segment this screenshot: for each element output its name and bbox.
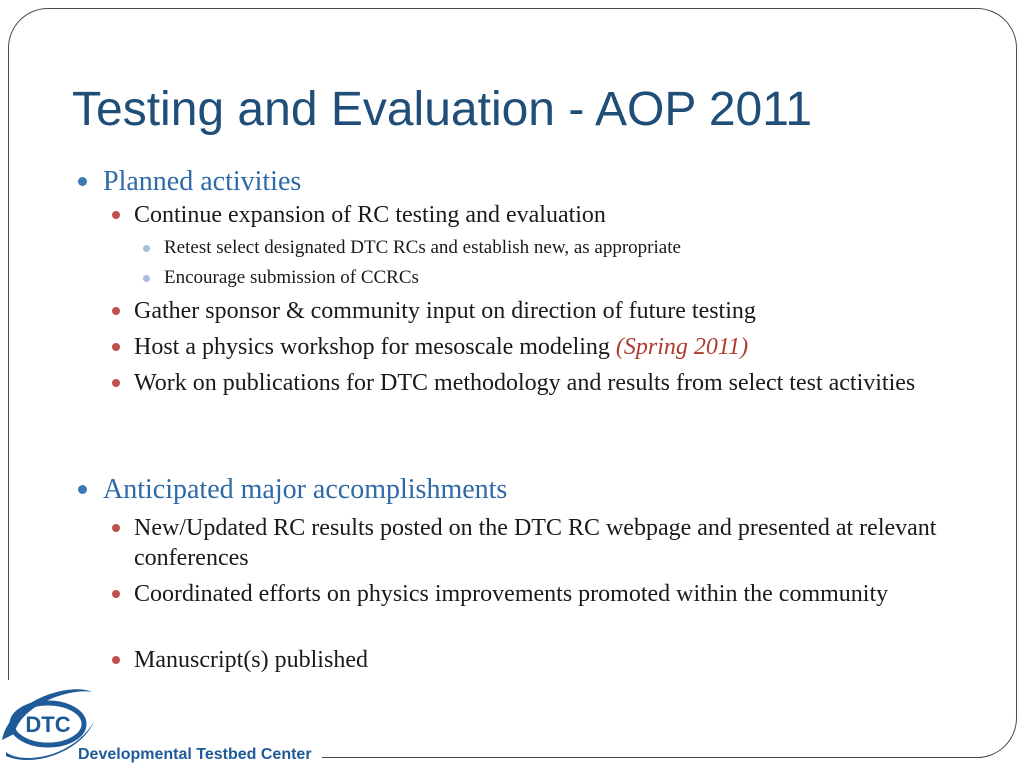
list-item: Coordinated efforts on physics improvements promoted within the community <box>134 581 889 607</box>
sub-list-item: Encourage submission of CCRCs <box>164 267 419 288</box>
list-item <box>134 332 748 362</box>
date-note: (Spring 2011) <box>615 334 749 360</box>
list-item-text: Host a physics workshop for mesoscale modeling <box>134 334 616 360</box>
slide-title: Testing and Evaluation - AOP 2011 <box>72 83 813 136</box>
svg-text:DTC: DTC <box>25 712 71 737</box>
list-item: Work on publications for DTC methodology and results from select test activities <box>134 370 916 396</box>
sub-list-item: Retest select designated DTC RCs and establish new, as appropriate <box>164 237 681 258</box>
bullet-icon <box>112 379 120 387</box>
list-item: Continue expansion of RC testing and evaluation <box>134 202 606 228</box>
section-heading-planned: Planned activities <box>103 166 302 197</box>
bullet-icon <box>78 485 87 494</box>
bullet-icon <box>112 343 120 351</box>
bullet-icon <box>112 524 120 532</box>
bullet-icon <box>112 590 120 598</box>
list-item: Manuscript(s) published <box>134 647 368 673</box>
bullet-icon <box>112 656 120 664</box>
list-item: New/Updated RC results posted on the DTC RC webpage and presented at relevant conferences <box>134 515 937 571</box>
bullet-icon <box>143 245 150 252</box>
bullet-icon <box>112 307 120 315</box>
bullet-icon <box>112 211 120 219</box>
list-item: Gather sponsor & community input on direction of future testing <box>134 298 756 324</box>
bullet-icon <box>78 177 87 186</box>
logo-name: Developmental Testbed Center <box>78 746 312 763</box>
bullet-icon <box>143 275 150 282</box>
section-heading-accomplishments: Anticipated major accomplishments <box>103 474 508 505</box>
